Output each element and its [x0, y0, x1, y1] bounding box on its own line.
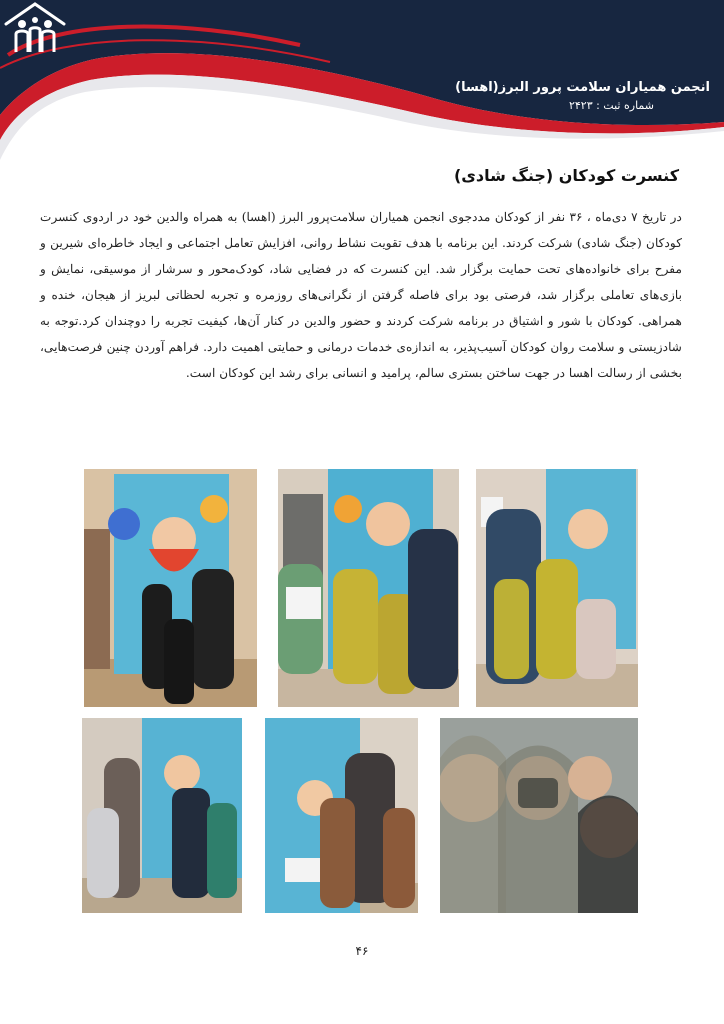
- organization-name: انجمن همیاران سلامت پرور البرز(اهسا): [455, 80, 710, 95]
- event-photo-selfie: [440, 718, 638, 913]
- organization-logo: [0, 0, 70, 56]
- event-photo-family-group: [82, 718, 242, 913]
- article-body: در تاریخ ۷ دی‌ماه ، ۳۶ نفر از کودکان مددجوی انجمن همیاران سلامت‌پرور البرز (اهسا) به همراه والدین خود در اردوی کنسرت کودکان (جنگ شادی) شرکت کردند. این برنامه با هدف تقویت نشاط روانی، افزایش تعامل اجتماعی و ایجاد خاطره‌ای شیرین و مفرح برای خانواده‌های تحت حمایت برگزار شد. این کنسرت که در فضایی شاد، کودک‌محور و سرشار از موسیقی، نمایش و بازی‌های تعاملی برگزار شد، فرصتی بود برای فاصله گرفتن از نگرانی‌های روزمره و تجربه لحظاتی لبریز از هیجان، خنده و همراهی. کودکان با شور و اشتیاق در برنامه شرکت کردند و حضور والدین در کنار آن‌ها، کیفیت تجربه را دوچندان کرد.توجه به شادزیستی و سلامت روان کودکان آسیب‌پذیر، به اندازه‌ی خدمات درمانی و حمایتی اهمیت دارد. فراهم آوردن چنین فرصت‌هایی، بخشی از رسالت اهسا در جهت ساختن بستری سالم، پرامید و انسانی برای رشد این کودکان است.: [40, 210, 682, 380]
- article-title: کنسرت کودکان (جنگ شادی): [453, 166, 679, 185]
- event-photo-children-banner: [84, 469, 257, 707]
- page-number: ۴۶: [355, 944, 369, 958]
- registration-number: شماره ثبت : ۲۴۲۳: [568, 99, 654, 112]
- event-photo-boys-with-banner: [278, 469, 459, 707]
- page-header: [0, 0, 724, 175]
- event-photo-mother-with-boys: [265, 718, 418, 913]
- event-photo-mother-and-kids: [476, 469, 638, 707]
